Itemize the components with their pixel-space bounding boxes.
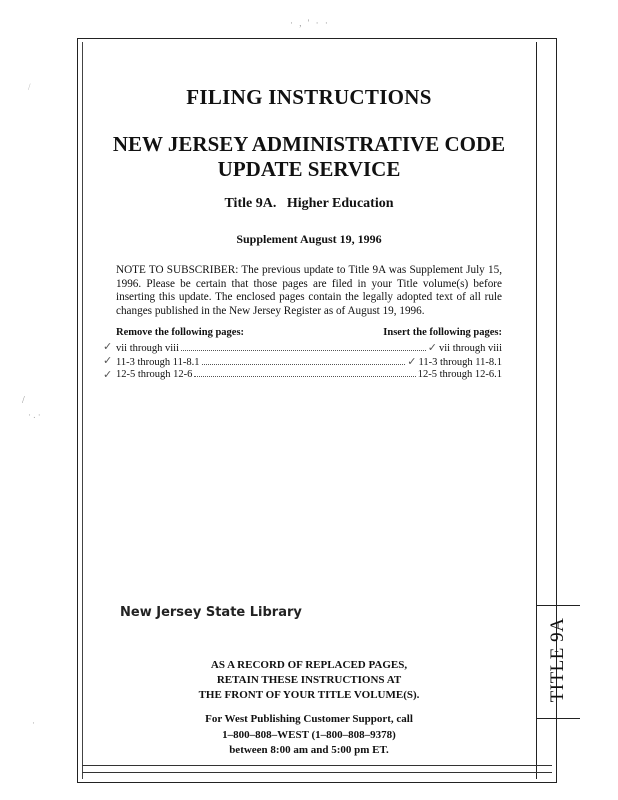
leader-dots	[202, 364, 406, 365]
support-phone: 1–800–808–WEST (1–800–808–9378)	[222, 728, 396, 741]
retain-line: RETAIN THESE INSTRUCTIONS AT	[216, 674, 402, 686]
spine-rule	[536, 718, 580, 719]
retain-line: AS A RECORD OF REPLACED PAGES,	[210, 659, 408, 671]
bottom-rule-secondary	[82, 772, 552, 773]
insert-pages: vii through viii	[439, 343, 502, 354]
retain-instructions	[82, 658, 536, 703]
leader-dots	[181, 350, 426, 351]
document-subtitle	[82, 132, 536, 182]
remove-pages: vii through viii	[116, 343, 179, 354]
insert-header: Insert the following pages:	[383, 327, 502, 338]
retain-line: THE FRONT OF YOUR TITLE VOLUME(S).	[198, 689, 420, 701]
check-icon: ✓	[103, 341, 113, 353]
spine-tab	[536, 600, 580, 720]
support-line: For West Publishing Customer Support, call	[205, 713, 413, 725]
title-heading: Title 9A. Higher Education	[224, 196, 394, 211]
subscriber-note: NOTE TO SUBSCRIBER: The previous update to Title 9A was Supplement July 15, 1996. Please be certain that those pages are filed in your Title volume(s) before inserting this update. The enclosed pages contain the legally adopted text of all rule changes published in the New Jersey Register as of August 19, 1996.	[116, 264, 502, 317]
scan-artifact: ·	[32, 718, 35, 728]
table-row	[103, 341, 502, 355]
remove-pages: 11-3 through 11-8.1	[116, 357, 200, 368]
scan-artifact: /	[22, 395, 25, 406]
page-title: FILING INSTRUCTIONS	[186, 85, 432, 109]
spine-label: TITLE 9A	[547, 617, 568, 703]
check-icon: ✓	[103, 369, 113, 381]
insert-pages: 11-3 through 11-8.1	[418, 357, 502, 368]
customer-support	[82, 712, 536, 759]
insert-pages: 12-5 through 12-6.1	[417, 369, 502, 380]
table-row	[103, 369, 502, 383]
support-hours: between 8:00 am and 5:00 pm ET.	[229, 744, 389, 756]
leader-dots	[194, 376, 415, 377]
subtitle-line: NEW JERSEY ADMINISTRATIVE CODE	[112, 132, 506, 156]
bottom-rule	[82, 765, 552, 766]
remove-pages: 12-5 through 12-6	[116, 369, 193, 380]
pages-table	[103, 341, 502, 383]
scan-artifact: /	[28, 82, 31, 92]
remove-header: Remove the following pages:	[116, 327, 245, 338]
library-stamp: New Jersey State Library	[120, 605, 302, 620]
check-icon: ✓	[103, 355, 113, 367]
supplement-date: Supplement August 19, 1996	[236, 232, 382, 246]
scan-artifact: · , ' · ·	[290, 18, 330, 28]
check-icon: ✓	[427, 342, 437, 354]
subtitle-line: UPDATE SERVICE	[217, 157, 401, 181]
table-row	[103, 355, 502, 369]
check-icon: ✓	[407, 356, 417, 368]
scan-artifact: · . ·	[28, 410, 41, 420]
